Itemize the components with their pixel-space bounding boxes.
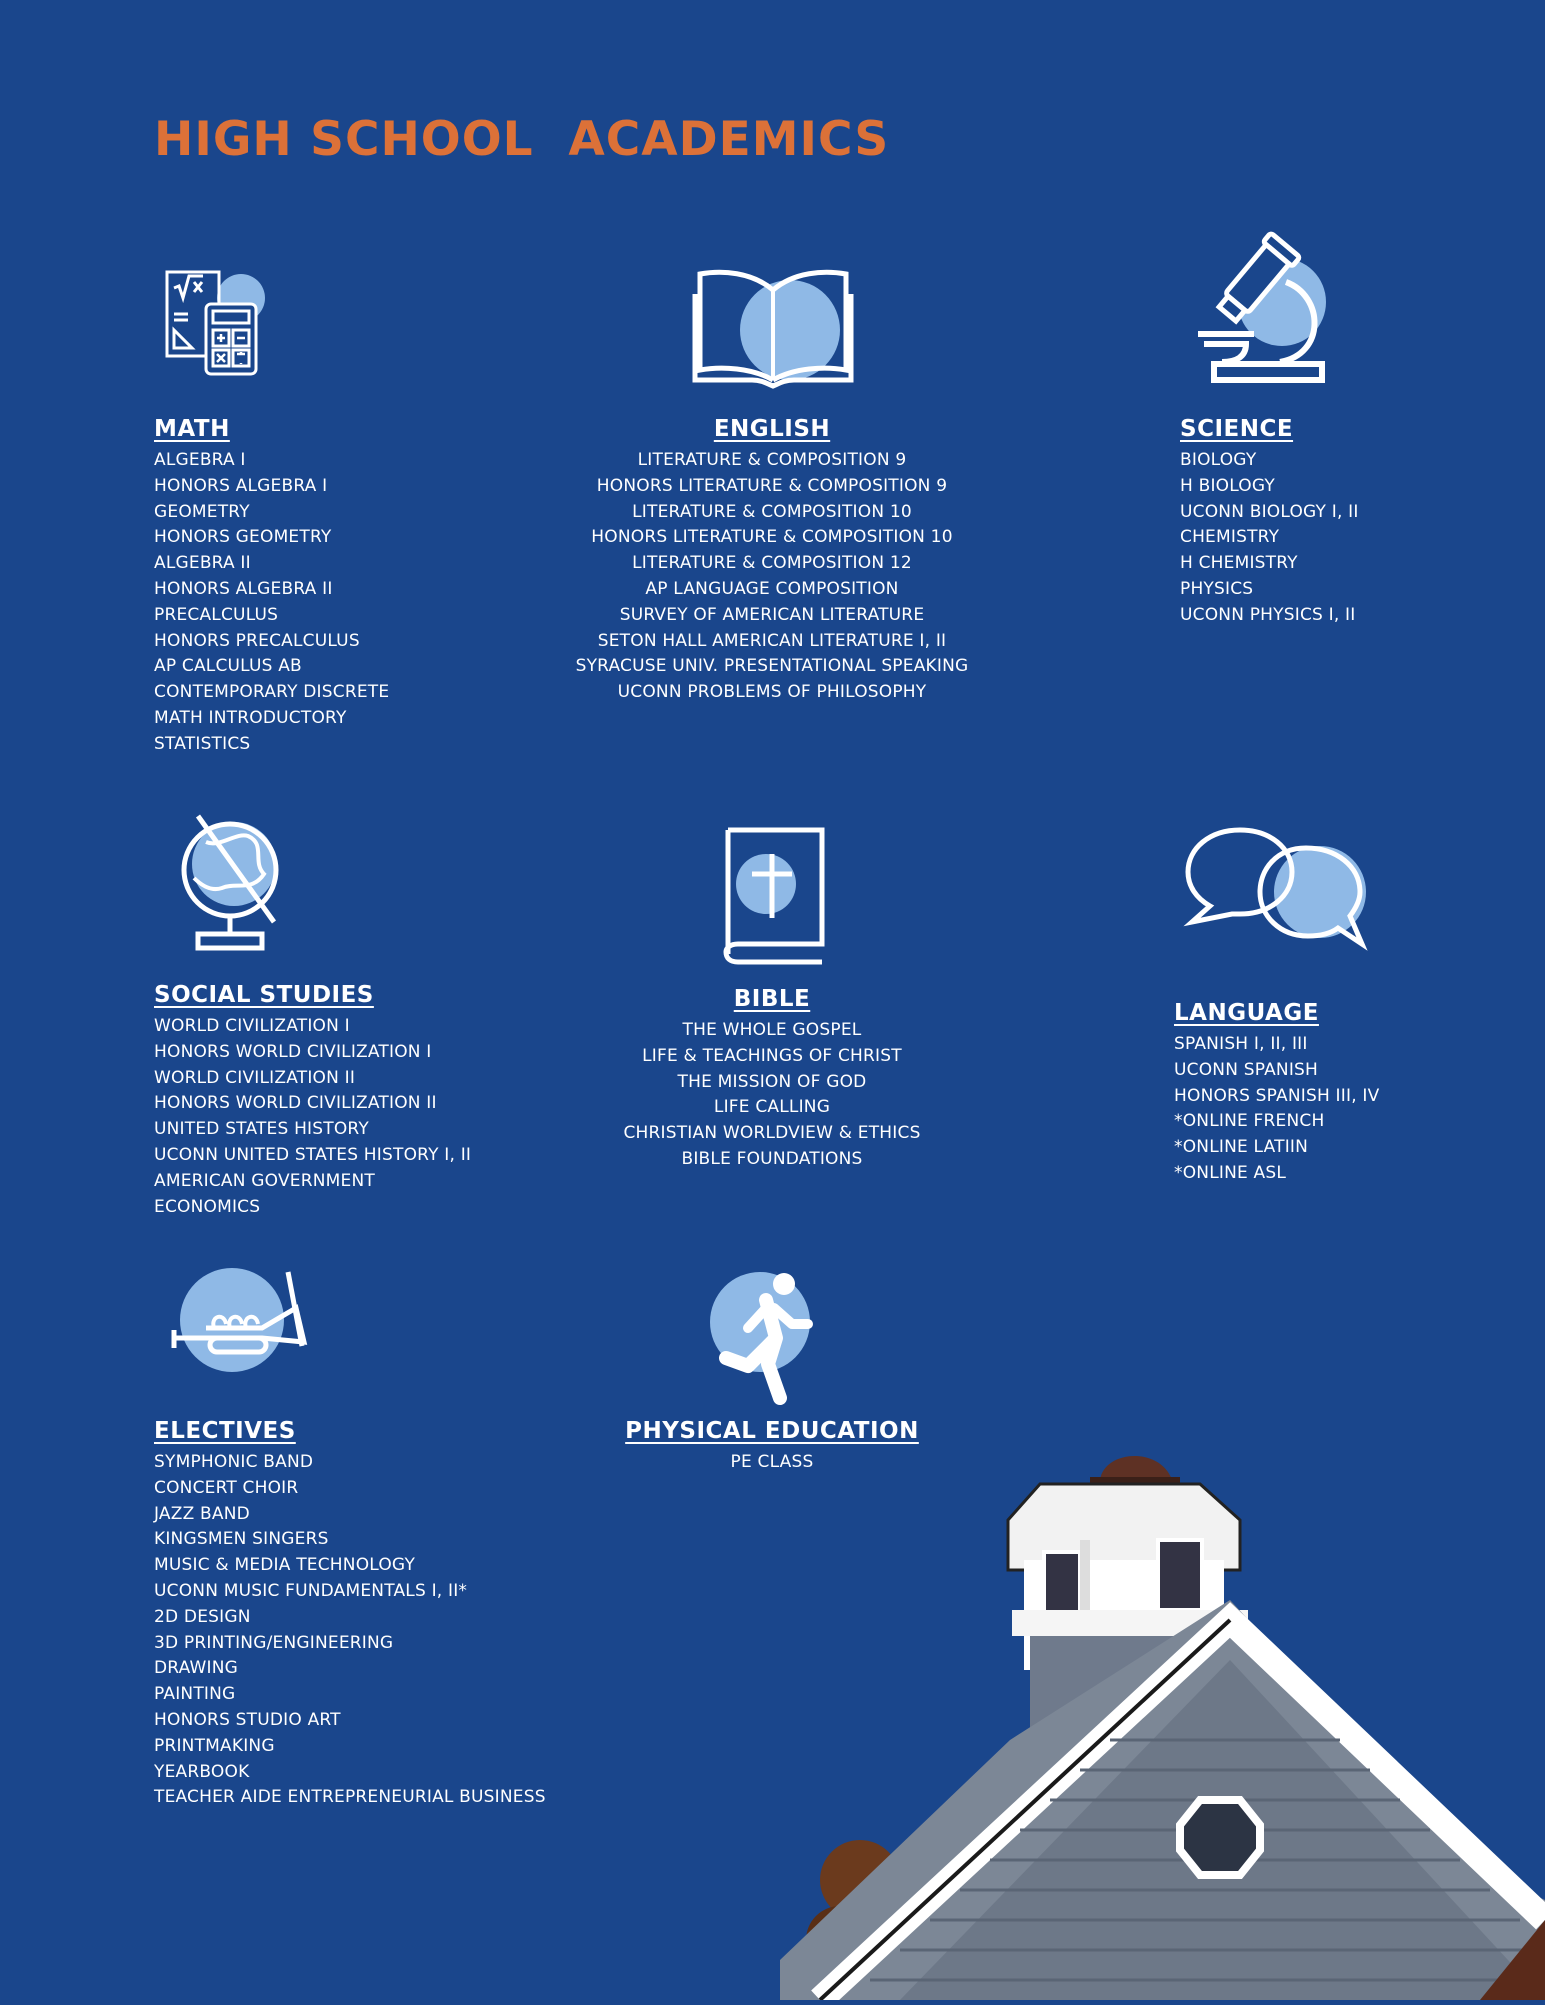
science-course-list [1180, 448, 1359, 629]
course-item: HONORS GEOMETRY [154, 527, 332, 548]
course-item: LITERATURE & COMPOSITION 12 [632, 553, 912, 574]
section-social-studies [154, 982, 471, 1220]
course-item: SURVEY OF AMERICAN LITERATURE [619, 604, 925, 625]
course-item: PRINTMAKING [154, 1735, 275, 1756]
course-item: DRAWING [154, 1658, 239, 1679]
course-item: SYMPHONIC BAND [154, 1452, 314, 1472]
course-item: ALGEBRA II [154, 553, 251, 574]
course-item: THE MISSION OF GOD [677, 1071, 867, 1092]
social-studies-heading: SOCIAL STUDIES [154, 982, 374, 1008]
course-item: 3D PRINTING/ENGINEERING [154, 1632, 394, 1653]
course-item: HONORS SPANISH III, IV [1174, 1085, 1380, 1106]
trumpet-icon [170, 1268, 310, 1374]
course-item: JAZZ BAND [154, 1503, 250, 1524]
science-heading: SCIENCE [1180, 416, 1294, 442]
course-item: YEARBOOK [154, 1761, 250, 1782]
course-item: UCONN SPANISH [1174, 1059, 1319, 1080]
course-item: HONORS PRECALCULUS [154, 630, 360, 651]
course-item: *ONLINE FRENCH [1174, 1111, 1325, 1132]
course-item: CHEMISTRY [1180, 527, 1280, 548]
course-item: CONCERT CHOIR [154, 1477, 299, 1498]
electives-heading: ELECTIVES [154, 1418, 296, 1444]
math-calculator-icon [164, 268, 274, 378]
course-item: LITERATURE & COMPOSITION 9 [637, 450, 907, 470]
language-heading: LANGUAGE [1174, 1000, 1319, 1026]
course-item: LIFE & TEACHINGS OF CHRIST [642, 1045, 902, 1066]
page-title: HIGH SCHOOL ACADEMICS [154, 112, 890, 167]
course-item: HONORS WORLD CIVILIZATION I [154, 1041, 432, 1062]
course-item: BIOLOGY [1180, 450, 1257, 470]
section-bible [572, 986, 972, 1173]
electives-course-list [154, 1450, 546, 1811]
course-item: BIBLE FOUNDATIONS [681, 1148, 863, 1169]
course-item: *ONLINE ASL [1174, 1162, 1287, 1183]
course-item: H BIOLOGY [1180, 475, 1276, 496]
course-item: MUSIC & MEDIA TECHNOLOGY [154, 1555, 416, 1576]
course-item: UNITED STATES HISTORY [154, 1119, 369, 1140]
section-english [532, 416, 1012, 706]
course-item: UCONN BIOLOGY I, II [1180, 501, 1359, 522]
course-item: UCONN PHYSICS I, II [1180, 604, 1356, 625]
course-item: UCONN UNITED STATES HISTORY I, II [154, 1144, 472, 1165]
course-item: PAINTING [154, 1684, 236, 1705]
course-item: AMERICAN GOVERNMENT [154, 1170, 375, 1191]
math-heading: MATH [154, 416, 230, 442]
bible-course-list [572, 1018, 972, 1173]
course-item: ECONOMICS [154, 1196, 261, 1217]
course-item: LIFE CALLING [713, 1097, 831, 1118]
english-heading: ENGLISH [713, 416, 831, 442]
course-item: TEACHER AIDE ENTREPRENEURIAL BUSINESS [154, 1787, 546, 1808]
language-course-list [1174, 1032, 1379, 1187]
course-item: H CHEMISTRY [1180, 553, 1298, 574]
section-math [154, 416, 389, 758]
bible-icon [720, 826, 826, 964]
math-course-list [154, 448, 389, 758]
bible-heading: BIBLE [733, 986, 811, 1012]
runner-icon [708, 1268, 820, 1404]
speech-bubbles-icon [1184, 826, 1366, 950]
social-studies-course-list [154, 1014, 471, 1220]
course-item: CONTEMPORARY DISCRETE [154, 682, 390, 703]
course-item: KINGSMEN SINGERS [154, 1529, 329, 1550]
course-item: 2D DESIGN [154, 1606, 251, 1627]
course-item: LITERATURE & COMPOSITION 10 [632, 501, 912, 522]
open-book-icon [692, 266, 854, 388]
section-language [1174, 1000, 1379, 1187]
course-item: PRECALCULUS [154, 604, 279, 625]
course-item: THE WHOLE GOSPEL [682, 1020, 862, 1040]
course-item: HONORS LITERATURE & COMPOSITION 10 [591, 527, 953, 548]
section-electives [154, 1418, 546, 1811]
course-item: HONORS WORLD CIVILIZATION II [154, 1093, 437, 1114]
course-item: WORLD CIVILIZATION II [154, 1067, 356, 1088]
course-item: WORLD CIVILIZATION I [154, 1016, 350, 1036]
course-item: SETON HALL AMERICAN LITERATURE I, II [597, 630, 947, 651]
course-item: UCONN PROBLEMS OF PHILOSOPHY [617, 682, 927, 703]
course-item: AP CALCULUS AB [154, 656, 302, 677]
course-item: HONORS STUDIO ART [154, 1709, 341, 1730]
course-item: PHYSICS [1180, 578, 1254, 599]
course-item: CHRISTIAN WORLDVIEW & ETHICS [623, 1123, 921, 1144]
course-item: *ONLINE LATIIN [1174, 1137, 1309, 1158]
section-science [1180, 416, 1359, 629]
english-course-list [532, 448, 1012, 706]
course-item: HONORS LITERATURE & COMPOSITION 9 [596, 475, 948, 496]
course-item: SYRACUSE UNIV. PRESENTATIONAL SPEAKING [575, 656, 969, 677]
course-item: MATH INTRODUCTORY [154, 707, 347, 728]
course-item: HONORS ALGEBRA I [154, 475, 328, 496]
course-item: SPANISH I, II, III [1174, 1034, 1308, 1054]
course-item: HONORS ALGEBRA II [154, 578, 333, 599]
course-item: GEOMETRY [154, 501, 250, 522]
physical-education-heading: PHYSICAL EDUCATION [625, 1418, 919, 1444]
globe-icon [176, 812, 288, 956]
course-item: ALGEBRA I [154, 450, 246, 470]
course-item: PE CLASS [730, 1452, 814, 1472]
course-item: STATISTICS [154, 733, 251, 754]
chapel-cupola-image [780, 1440, 1545, 2005]
microscope-icon [1194, 234, 1338, 386]
course-item: AP LANGUAGE COMPOSITION [645, 578, 899, 599]
course-item: UCONN MUSIC FUNDAMENTALS I, II* [154, 1580, 468, 1601]
